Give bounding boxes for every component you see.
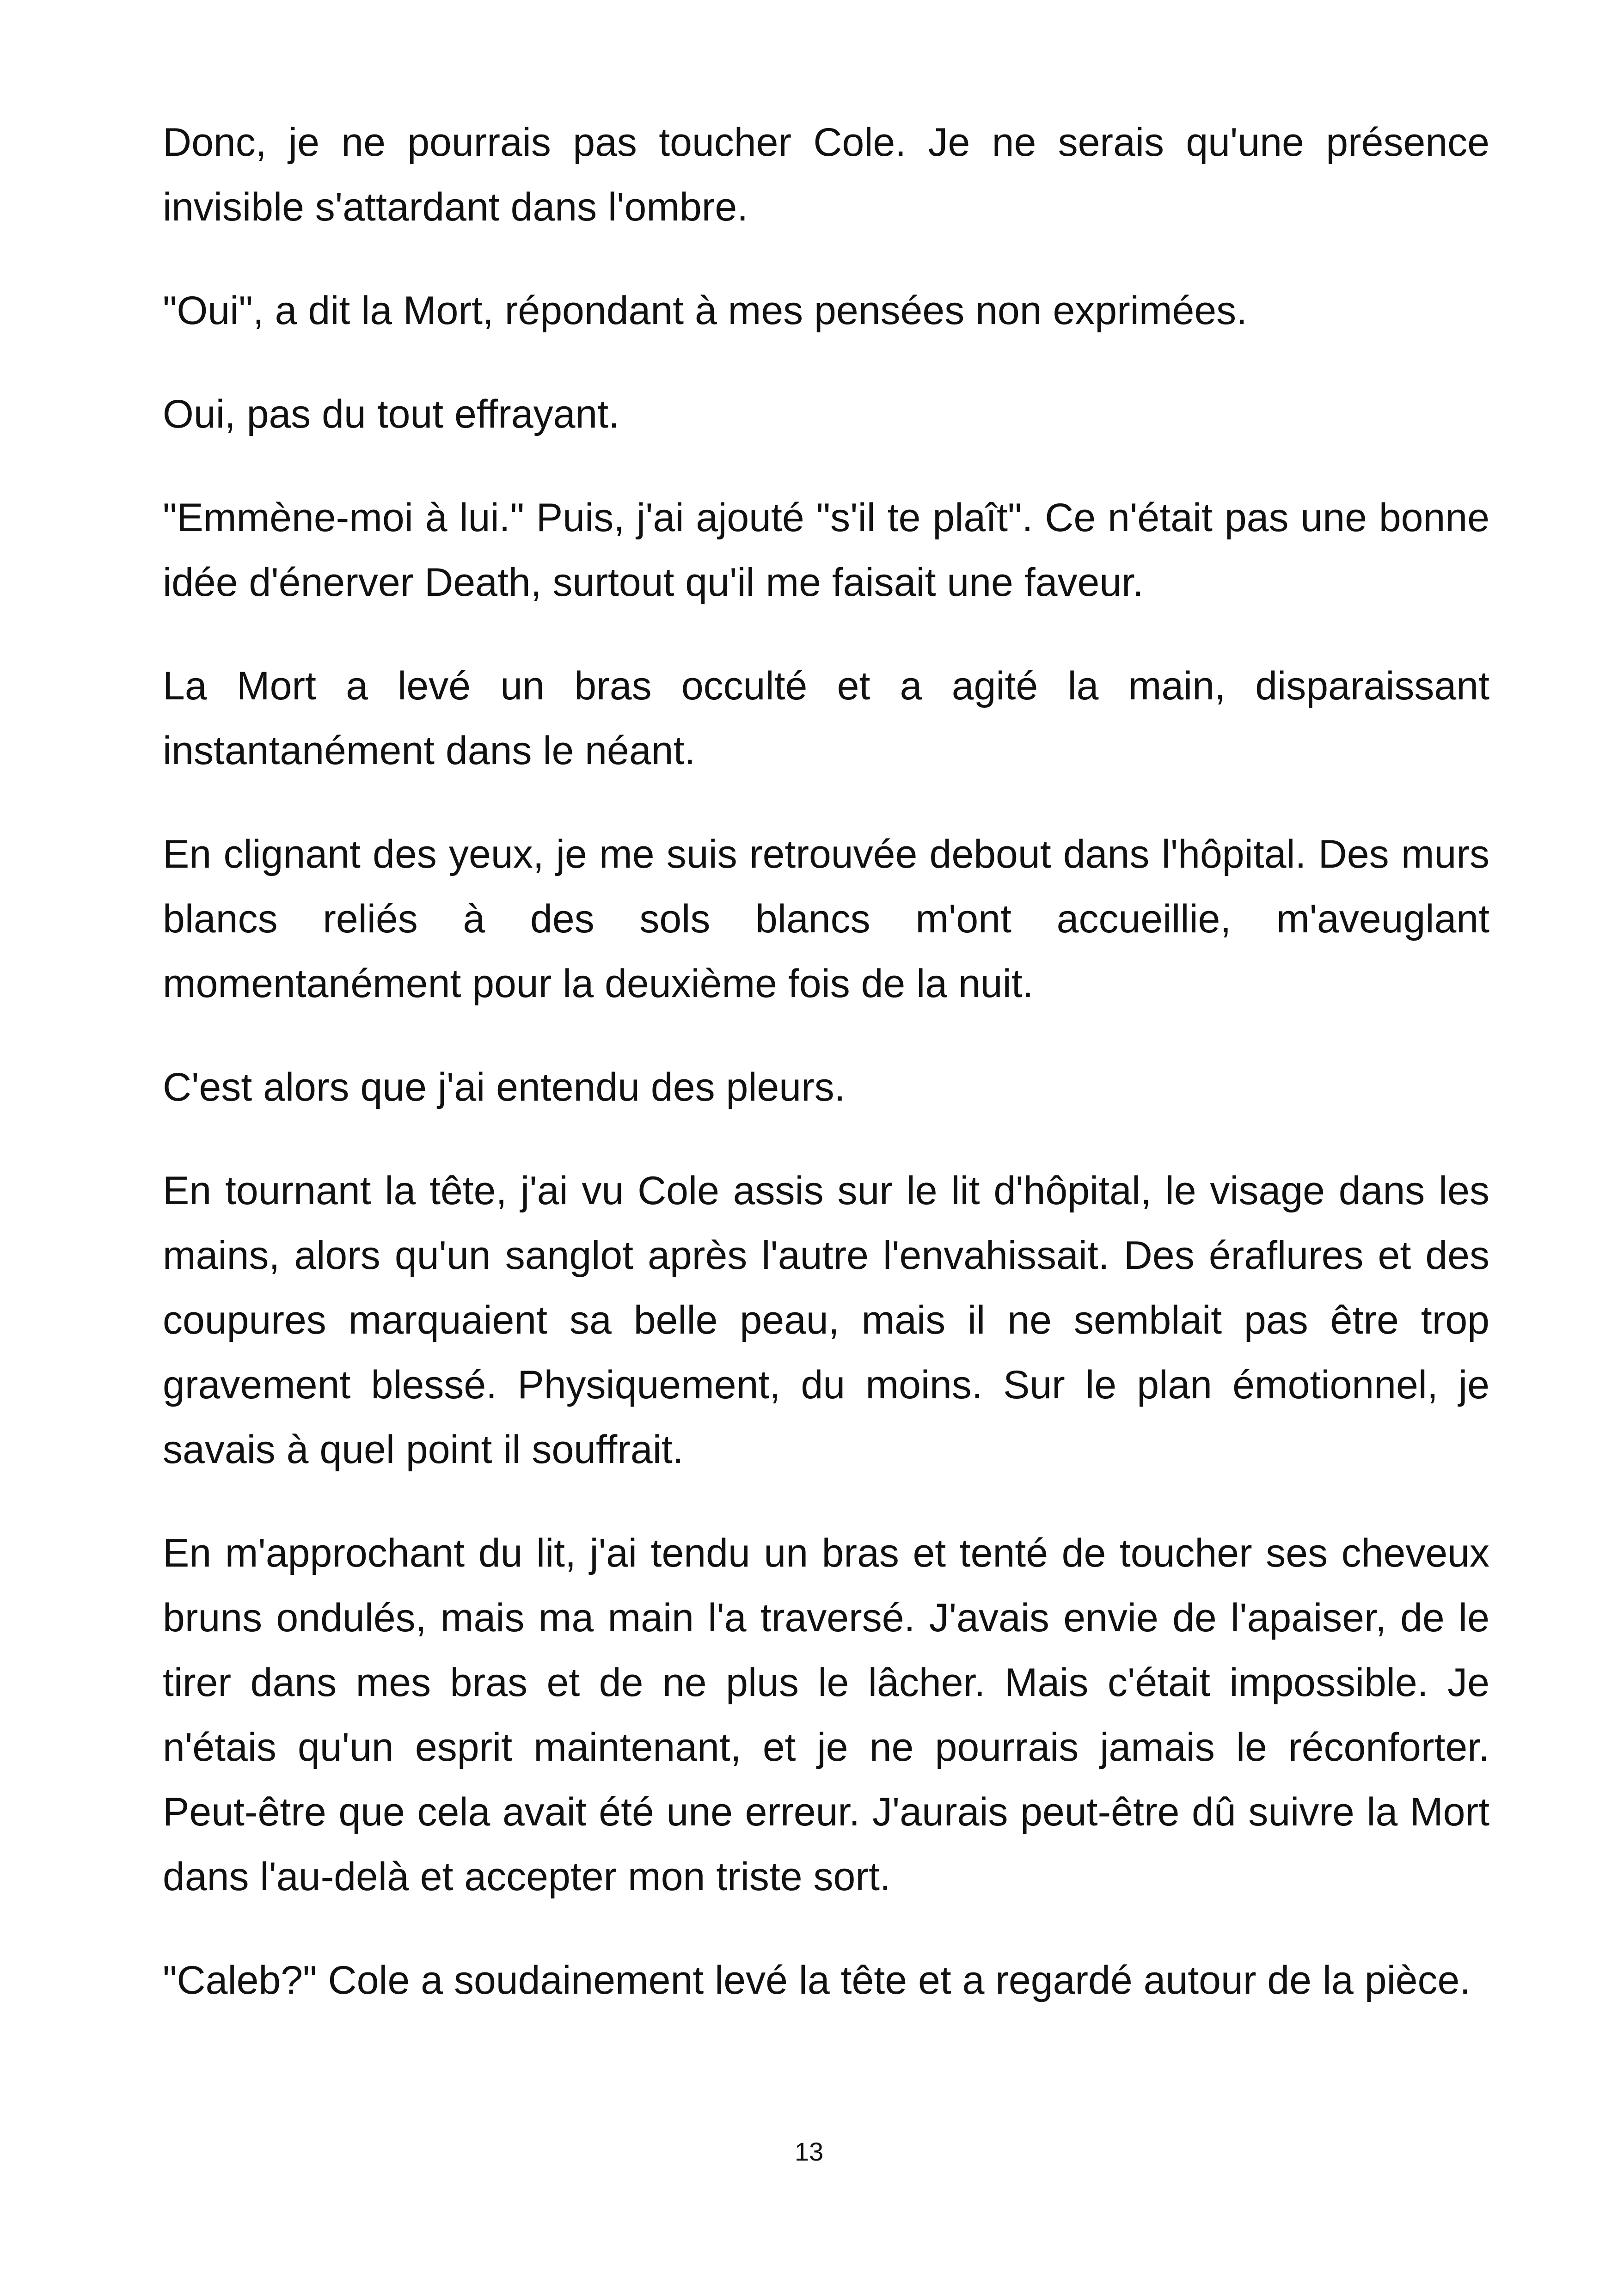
paragraph: En m'approchant du lit, j'ai tendu un bras et tenté de toucher ses cheveux bruns ondulés, mais ma main l'a traversé. J'avais envie de l'apaiser, de le tirer dans mes bras et de ne plus le lâcher. Mais c'était impossible. Je n'étais qu'un esprit maintenant, et je ne pourrais jamais le réconforter. Peut-être que cela avait été une erreur. J'aurais peut-être dû suivre la Mort dans l'au-delà et accepter mon triste sort. (163, 1531, 1489, 1899)
paragraph: En tournant la tête, j'ai vu Cole assis sur le lit d'hôpital, le visage dans les mains, alors qu'un sanglot après l'autre l'envahissait. Des éraflures et des coupures marquaient sa belle peau, mais il ne semblait pas être trop gravement blessé. Physiquement, du moins. Sur le plan émotionnel, je savais à quel point il souffrait. (163, 1169, 1489, 1472)
paragraph: La Mort a levé un bras occulté et a agité la main, disparaissant instantanément dans le néant. (163, 664, 1489, 773)
paragraph: "Caleb?" Cole a soudainement levé la tête et a regardé autour de la pièce. (163, 1958, 1471, 2002)
paragraph: C'est alors que j'ai entendu des pleurs. (163, 1065, 846, 1109)
body-text (163, 110, 1489, 2051)
paragraph: "Emmène-moi à lui." Puis, j'ai ajouté "s'il te plaît". Ce n'était pas une bonne idée d'énerver Death, surtout qu'il me faisait une faveur. (163, 496, 1489, 605)
paragraph: "Oui", a dit la Mort, répondant à mes pensées non exprimées. (163, 288, 1248, 333)
paragraph: En clignant des yeux, je me suis retrouvée debout dans l'hôpital. Des murs blancs reliés à des sols blancs m'ont accueillie, m'aveuglant momentanément pour la deuxième fois de la nuit. (163, 832, 1489, 1006)
paragraph: Oui, pas du tout effrayant. (163, 392, 620, 436)
page-number: 13 (794, 2137, 824, 2166)
paragraph: Donc, je ne pourrais pas toucher Cole. Je ne serais qu'une présence invisible s'attardant dans l'ombre. (163, 120, 1489, 229)
